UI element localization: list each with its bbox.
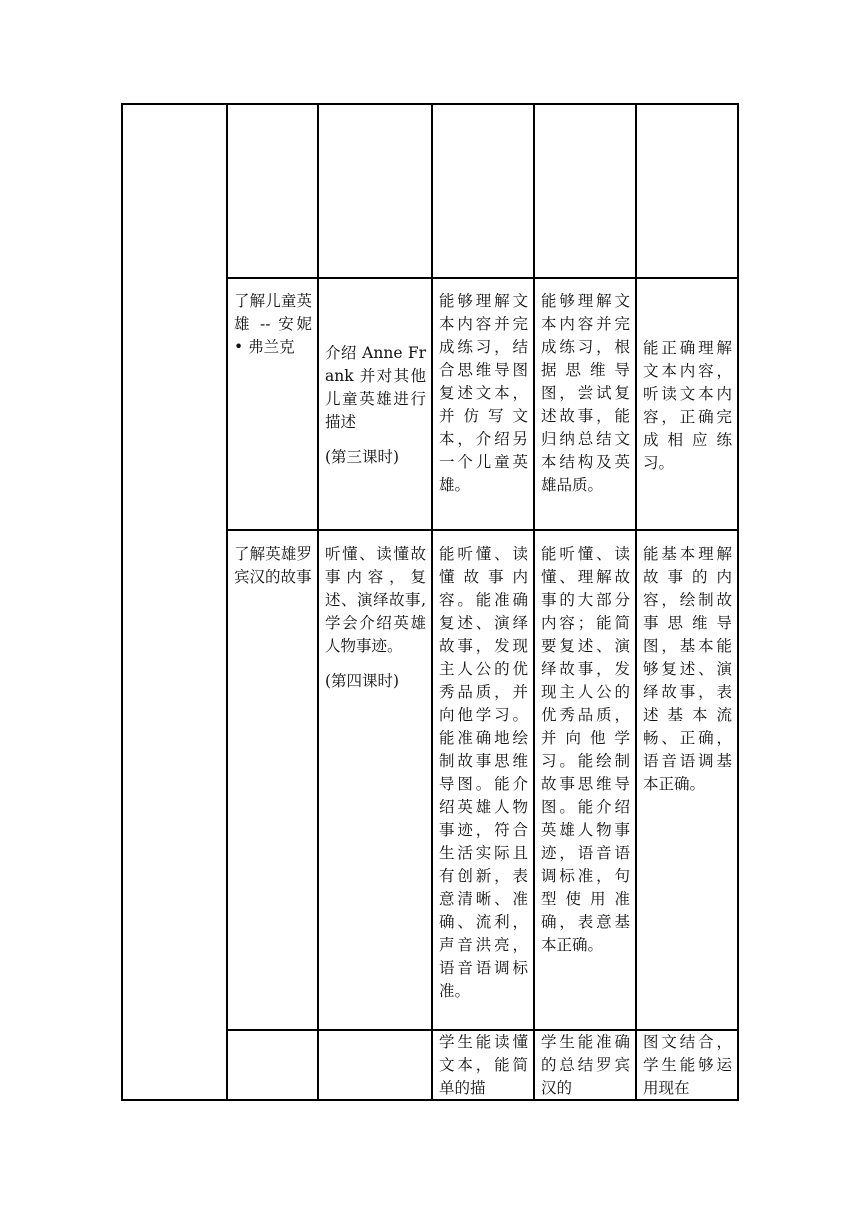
cell-content <box>320 342 431 469</box>
table-row-divider <box>226 529 739 531</box>
cell-level-b <box>536 1031 635 1100</box>
cell-content <box>320 543 431 693</box>
level-c-text: 能基本理解故事的内容，绘制故事思维导图，基本能够复述、演绎故事，表述基本流畅、正确，语音语调基本正确。 <box>643 545 732 793</box>
cell-level-a <box>434 543 533 1003</box>
table-border-left <box>121 103 123 1101</box>
content-text: 听懂、读懂故事内容，复述、演绎故事,学会介绍英雄人物事迹。 <box>325 545 426 655</box>
level-b-text: 学生能准确的总结罗宾汉的 <box>541 1033 630 1097</box>
period-text: (第三课时) <box>325 448 400 466</box>
level-a-text: 能够理解文本内容并完成练习，结合思维导图复述文本，并仿写文本，介绍另一个儿童英雄。 <box>439 292 528 494</box>
level-c-text: 能正确理解文本内容，听读文本内容，正确完成相应练习。 <box>643 339 732 472</box>
content-text: 介绍 Anne Frank 并对其他儿童英雄进行描述 <box>325 344 426 431</box>
cell-level-a <box>434 1031 533 1100</box>
table-col-divider <box>317 103 319 1101</box>
table-col-divider <box>431 103 433 1101</box>
topic-text: 了解儿童英雄 -- 安妮 • 弗兰克 <box>234 292 312 356</box>
cell-topic <box>229 543 317 589</box>
level-a-text: 能听懂、读懂故事内容。能准确复述、演绎故事，发现主人公的优秀品质，并向他学习。能准确地绘制故事思维导图。能介绍英雄人物事迹，符合生活实际且有创新，表意清晰、准确、流利，声音洪亮，语音语调标准。 <box>439 545 528 1000</box>
cell-level-c <box>638 1031 737 1100</box>
table-row-divider <box>226 277 739 279</box>
table-col-divider <box>635 103 637 1101</box>
cell-level-b <box>536 290 635 497</box>
table-border-top <box>121 103 739 105</box>
table-col-divider <box>533 103 535 1101</box>
level-c-text: 图文结合，学生能够运用现在 <box>643 1033 732 1097</box>
cell-level-b <box>536 543 635 957</box>
cell-level-c <box>638 543 737 796</box>
level-b-text: 能听懂、读懂、理解故事的大部分内容；能简要复述、演绎故事，发现主人公的优秀品质，并向他学习。能绘制故事思维导图。能介绍英雄人物事迹，语音语调标准，句型使用准确，表意基本正确。 <box>541 545 630 954</box>
cell-topic <box>229 290 317 359</box>
level-a-text: 学生能读懂文本，能简单的描 <box>439 1033 528 1097</box>
level-b-text: 能够理解文本内容并完成练习，根据思维导图，尝试复述故事，能归纳总结文本结构及英雄品质。 <box>541 292 630 494</box>
cell-level-a <box>434 290 533 497</box>
table-col-divider <box>226 103 228 1101</box>
table-border-right <box>737 103 739 1101</box>
cell-level-c <box>638 337 737 475</box>
topic-text: 了解英雄罗宾汉的故事 <box>234 545 312 586</box>
period-text: (第四课时) <box>325 672 400 690</box>
